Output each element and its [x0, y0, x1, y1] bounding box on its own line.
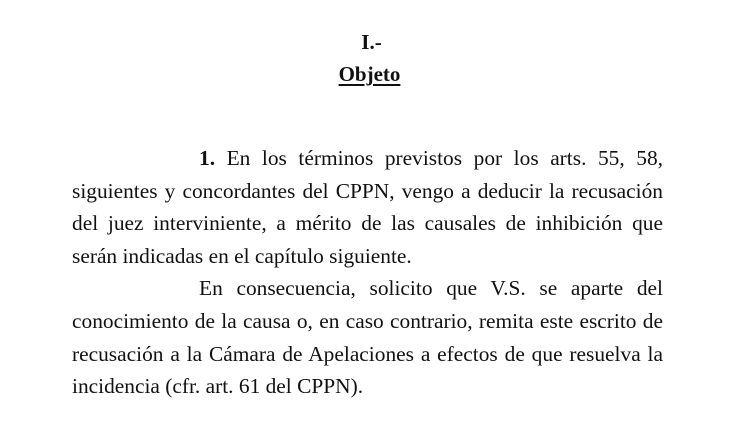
paragraph-1: [72, 142, 663, 272]
section-title: Objeto: [338, 62, 401, 86]
paragraph-2-text: En consecuencia, solicito que V.S. se aparte del conocimiento de la causa o, en caso contrario, remita este escrito de recusación a la Cámara de Apelaciones a efectos de que resuelva la incidencia (cfr. art. 61 del CPPN).: [72, 276, 663, 399]
paragraph-2: [72, 272, 663, 402]
paragraph-1-number: 1.: [199, 146, 216, 170]
section-number: I.-: [361, 30, 382, 54]
paragraph-1-text: En los términos previstos por los arts. 55, 58, siguientes y concordantes del CPPN, vengo a deducir la recusación del juez interviniente, a mérito de las causales de inhibición que serán indicadas en el capítulo siguiente.: [72, 146, 663, 268]
document-page: [72, 26, 663, 403]
